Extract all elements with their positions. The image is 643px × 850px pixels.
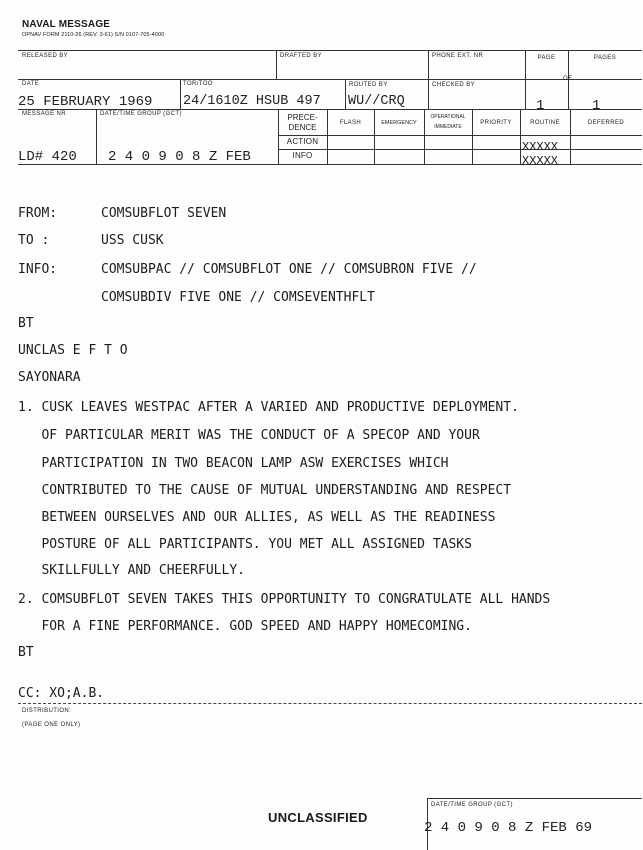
routed-by-value: WU//CRQ bbox=[348, 94, 405, 109]
date-value: 25 FEBRUARY 1969 bbox=[18, 94, 153, 110]
label-precedence: PRECE- bbox=[287, 113, 318, 122]
label-phone-ext: PHONE EXT. NR bbox=[432, 53, 484, 59]
label-pages: PAGES bbox=[593, 55, 617, 61]
para1-line-4: CONTRIBUTED TO THE CAUSE OF MUTUAL UNDERSTANDING AND RESPECT bbox=[18, 483, 512, 498]
label-released-by: RELEASED BY bbox=[22, 53, 69, 59]
footer-classification: UNCLASSIFIED bbox=[268, 810, 368, 825]
bt-end: BT bbox=[18, 645, 34, 660]
bt-start: BT bbox=[18, 316, 34, 331]
footer-dtg-box-top bbox=[427, 798, 642, 799]
label-date: DATE bbox=[22, 81, 40, 87]
distribution-label: DISTRIBUTION: bbox=[22, 708, 72, 714]
page-one-only-label: (PAGE ONE ONLY) bbox=[22, 722, 81, 728]
label-date-time-group: DATE/TIME GROUP (GCT) bbox=[100, 111, 182, 117]
routine-action-mark: XXXXX bbox=[522, 140, 559, 154]
form-title: NAVAL MESSAGE bbox=[22, 19, 111, 30]
para2-line-1: 2. COMSUBFLOT SEVEN TAKES THIS OPPORTUNITY TO CONGRATULATE ALL HANDS bbox=[18, 592, 551, 607]
info-line-2: COMSUBDIV FIVE ONE // COMSEVENTHFLT bbox=[101, 290, 375, 305]
cc-line: CC: XO;A.B. bbox=[18, 686, 105, 701]
label-drafted-by: DRAFTED BY bbox=[280, 53, 323, 59]
classification-line: UNCLAS E F T O bbox=[18, 343, 128, 358]
para1-line-3: PARTICIPATION IN TWO BEACON LAMP ASW EXERCISES WHICH bbox=[18, 456, 449, 471]
label-immediate: IMMEDIATE bbox=[434, 124, 462, 130]
label-info: INFO bbox=[292, 151, 313, 160]
para1-line-5: BETWEEN OURSELVES AND OUR ALLIES, AS WELL AS THE READINESS bbox=[18, 510, 496, 525]
from-label: FROM: bbox=[18, 206, 58, 221]
footer-dtg-value: 2 4 0 9 0 8 Z FEB 69 bbox=[424, 820, 593, 836]
label-of: OF bbox=[563, 76, 573, 82]
info-label: INFO: bbox=[18, 262, 58, 277]
para1-line-7: SKILLFULLY AND CHEERFULLY. bbox=[18, 563, 245, 578]
dtg-value: 2 4 0 9 0 8 Z FEB bbox=[108, 149, 251, 165]
to-label: TO : bbox=[18, 233, 50, 248]
label-priority: PRIORITY bbox=[480, 120, 512, 126]
para1-line-2: OF PARTICULAR MERIT WAS THE CONDUCT OF A SPECOP AND YOUR bbox=[18, 428, 480, 443]
tor-too-value: 24/1610Z HSUB 497 bbox=[183, 94, 321, 109]
label-checked-by: CHECKED BY bbox=[432, 82, 476, 88]
label-routed-by: ROUTED BY bbox=[349, 82, 388, 88]
para1-line-1: 1. CUSK LEAVES WESTPAC AFTER A VARIED AND PRODUCTIVE DEPLOYMENT. bbox=[18, 400, 519, 415]
pages-value: 1 bbox=[592, 98, 601, 114]
form-number: OPNAV FORM 2110-26 (REV. 3-61) S/N 0107-705-4000 bbox=[22, 32, 165, 38]
label-precedence-2: DENCE bbox=[288, 123, 317, 132]
to-value: USS CUSK bbox=[101, 233, 164, 248]
message-nr-value: LD# 420 bbox=[18, 149, 77, 165]
para1-line-6: POSTURE OF ALL PARTICIPANTS. YOU MET ALL ASSIGNED TASKS bbox=[18, 537, 472, 552]
para2-line-2: FOR A FINE PERFORMANCE. GOD SPEED AND HAPPY HOMECOMING. bbox=[18, 619, 472, 634]
label-tor-too: TOR/TOO bbox=[183, 81, 213, 87]
info-line-1: COMSUBPAC // COMSUBFLOT ONE // COMSUBRON FIVE // bbox=[101, 262, 477, 277]
label-action: ACTION bbox=[286, 137, 319, 146]
from-value: COMSUBFLOT SEVEN bbox=[101, 206, 227, 221]
label-flash: FLASH bbox=[339, 120, 362, 126]
subject-line: SAYONARA bbox=[18, 370, 81, 385]
routine-info-mark: XXXXX bbox=[522, 154, 559, 168]
label-deferred: DEFERRED bbox=[587, 120, 625, 126]
distribution-divider bbox=[18, 703, 642, 704]
label-operational: OPERATIONAL bbox=[430, 114, 466, 120]
footer-dtg-label: DATE/TIME GROUP (GCT) bbox=[431, 802, 513, 808]
label-routine: ROUTINE bbox=[530, 120, 560, 126]
label-page: PAGE bbox=[537, 55, 556, 61]
label-emergency: EMERGENCY bbox=[381, 120, 417, 126]
label-message-nr: MESSAGE NR bbox=[22, 111, 67, 117]
page-value: 1 bbox=[536, 98, 545, 114]
